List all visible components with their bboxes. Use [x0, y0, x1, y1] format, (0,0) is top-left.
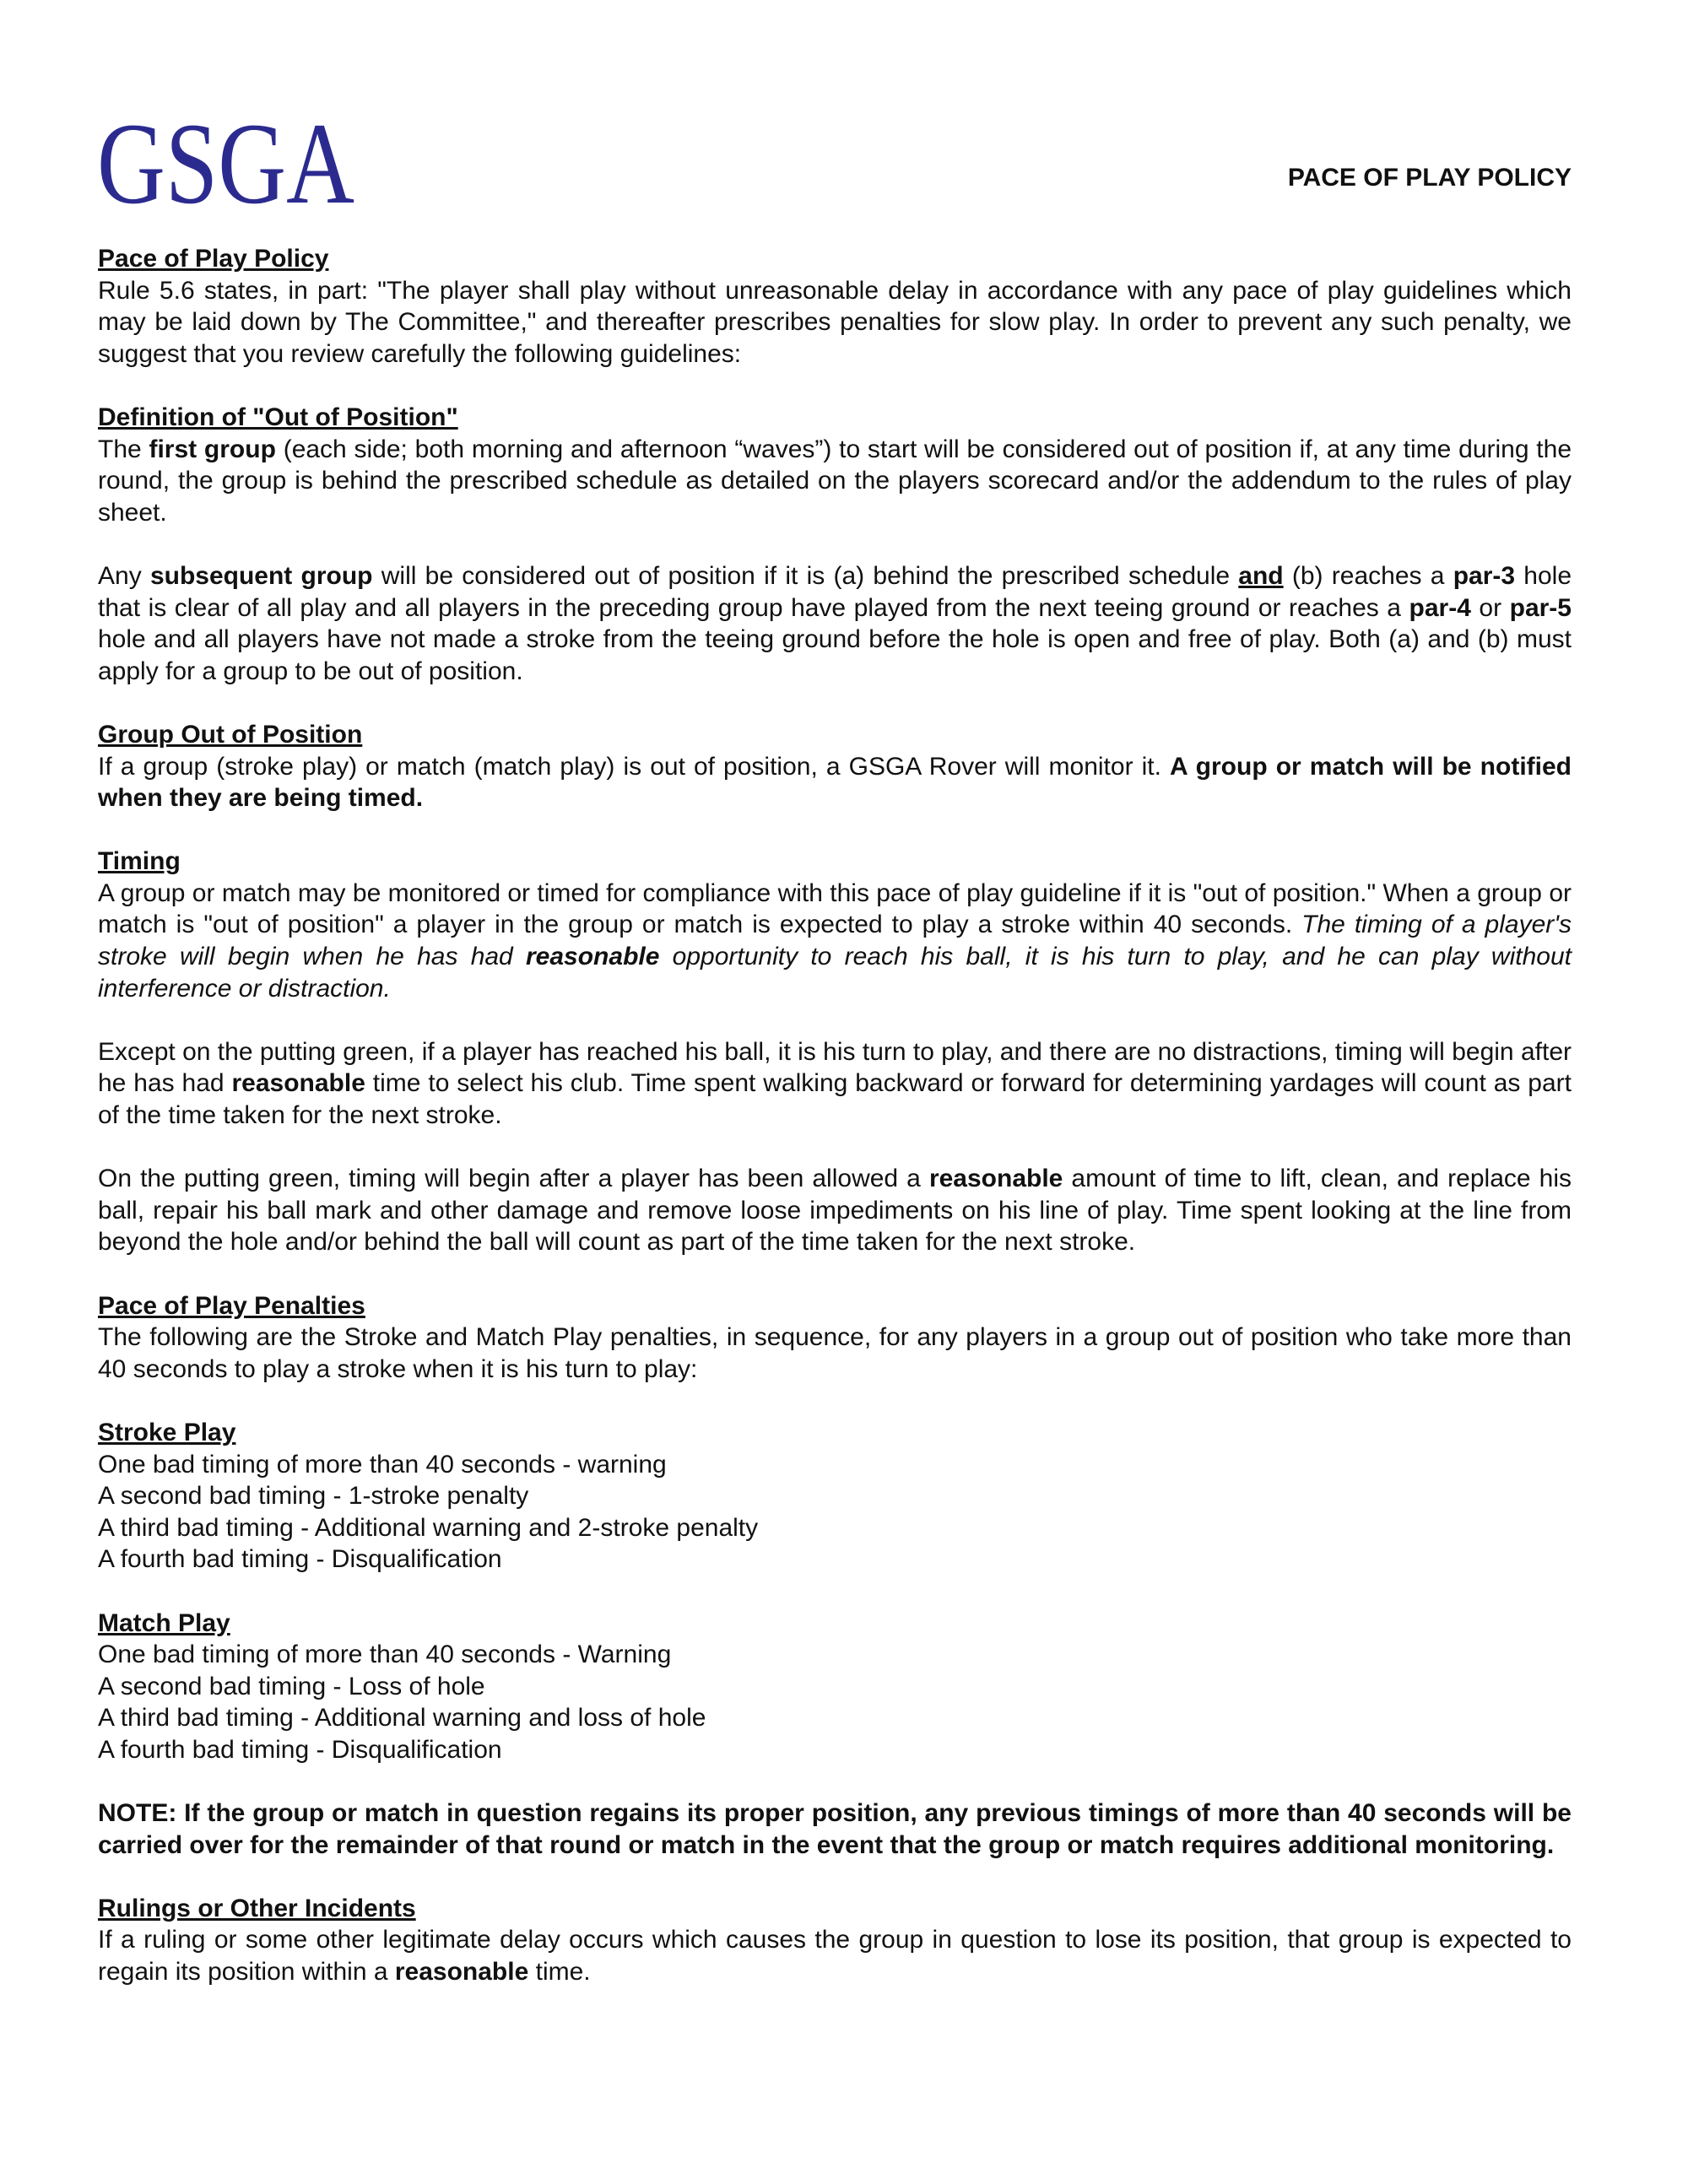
section-definition [98, 402, 1572, 528]
text-run: Any [98, 561, 150, 590]
section-stroke-play [98, 1417, 1572, 1576]
section-heading: Group Out of Position [98, 720, 363, 749]
bold-italic-text: reasonable [526, 943, 660, 971]
italic-text: opportunity to reach his ball, it is his turn to play, and he can play without interference or distraction. [98, 943, 1572, 1003]
bold-text: par-3 [1453, 561, 1516, 590]
text-run: or [1470, 593, 1510, 622]
penalty-item: A fourth bad timing - Disqualification [98, 1735, 502, 1764]
section-heading: Pace of Play Penalties [98, 1291, 365, 1320]
bold-text: subsequent group [149, 561, 373, 590]
note-paragraph: NOTE: If the group or match in question regains its proper position, any previous timings of more than 40 seconds will be carried over for the remainder of that round or match in the event that the group or match requires additional monitoring. [98, 1799, 1572, 1859]
section-timing [98, 846, 1572, 1004]
gsga-logo-graphic [95, 99, 357, 228]
text-run: hole that is clear of all play and all players in the preceding group have played from the next teeing ground or reaches a [98, 561, 1572, 622]
section-rulings [98, 1893, 1572, 1988]
section-heading: Pace of Play Policy [98, 245, 329, 273]
text-run: A group or match may be monitored or timed for compliance with this pace of play guideline if it is "out of position." When a group or match is "out of position" a player in the group or match is expected to play a stroke within 40 seconds. [98, 878, 1572, 939]
penalty-item: One bad timing of more than 40 seconds - warning [98, 1450, 667, 1479]
text-run: time. [528, 1958, 591, 1987]
logo-text: GSGA [97, 99, 354, 228]
text-run: time to select his club. Time spent walking backward or forward for determining yardages will count as part of the time taken for the next stroke. [98, 1069, 1572, 1130]
text-run: On the putting green, timing will begin after a player has been allowed a [98, 1165, 929, 1193]
text-run: Except on the putting green, if a player has reached his ball, it is his turn to play, and there are no distractions, timing will begin after he has had [98, 1037, 1572, 1098]
document-body [98, 243, 1572, 1988]
paragraph-text: The following are the Stroke and Match Play penalties, in sequence, for any players in a group out of position who take more than 40 seconds to play a stroke when it is his turn to play: [98, 1323, 1572, 1383]
text-run: will be considered out of position if it is (a) behind the prescribed schedule [372, 561, 1239, 590]
penalty-item: A second bad timing - 1-stroke penalty [98, 1482, 529, 1511]
paragraph-subsequent-group [98, 560, 1572, 687]
text-run: amount of time to lift, clean, and replace his ball, repair his ball mark and other damage and remove loose impediments on his line of play. Time spent looking at the line from beyond the hole and/or behind the ball will count as part of the time taken for the next stroke. [98, 1165, 1572, 1257]
section-heading: Match Play [98, 1608, 230, 1637]
section-match-play [98, 1608, 1572, 1766]
bold-text: A group or match will be notified when they are being timed. [98, 752, 1572, 813]
section-heading: Definition of "Out of Position" [98, 403, 458, 431]
section-heading: Rulings or Other Incidents [98, 1894, 416, 1922]
document-title: PACE OF PLAY POLICY [1287, 164, 1572, 192]
bold-underline-text: and [1238, 561, 1284, 590]
bold-text: reasonable [928, 1165, 1063, 1193]
section-penalties [98, 1290, 1572, 1386]
bold-text: reasonable [394, 1958, 529, 1987]
penalty-item: One bad timing of more than 40 seconds - Warning [98, 1641, 672, 1669]
section-group-out-of-position [98, 719, 1572, 814]
penalty-item: A second bad timing - Loss of hole [98, 1672, 485, 1700]
section-pace-of-play-policy [98, 243, 1572, 370]
penalty-item: A fourth bad timing - Disqualification [98, 1545, 502, 1574]
text-run: If a group (stroke play) or match (match play) is out of position, a GSGA Rover will monitor it. [98, 752, 1171, 781]
paragraph-timing-except-green [98, 1036, 1572, 1132]
section-heading: Stroke Play [98, 1418, 236, 1446]
penalty-item: A third bad timing - Additional warning and loss of hole [98, 1704, 706, 1733]
paragraph-text: Rule 5.6 states, in part: "The player shall play without unreasonable delay in accordance with any pace of play guidelines which may be laid down by The Committee," and thereafter prescribes penalties for slow play. In order to prevent any such penalty, we suggest that you review carefully the following guidelines: [98, 276, 1572, 368]
paragraph-timing-putting-green [98, 1163, 1572, 1258]
italic-text: The timing of a player's stroke will begin when he has had [98, 911, 1572, 971]
bold-text: par-5 [1509, 593, 1572, 622]
text-run: (each side; both morning and afternoon “waves”) to start will be considered out of position if, at any time during the round, the group is behind the prescribed schedule as detailed on the players scorecard and/or the addendum to the rules of play sheet. [98, 435, 1572, 527]
bold-text: first group [149, 435, 276, 463]
text-run: If a ruling or some other legitimate delay occurs which causes the group in question to lose its position, that group is expected to regain its position within a [98, 1926, 1572, 1987]
section-heading: Timing [98, 847, 181, 876]
text-run: The [98, 435, 149, 463]
bold-text: reasonable [231, 1069, 365, 1098]
text-run: hole and all players have not made a stroke from the teeing ground before the hole is open and free of play. Both (a) and (b) must apply for a group to be out of position. [98, 625, 1572, 685]
penalty-item: A third bad timing - Additional warning and 2-stroke penalty [98, 1513, 759, 1542]
gsga-logo [95, 99, 357, 228]
text-run: (b) reaches a [1283, 561, 1453, 590]
bold-text: par-4 [1409, 593, 1471, 622]
